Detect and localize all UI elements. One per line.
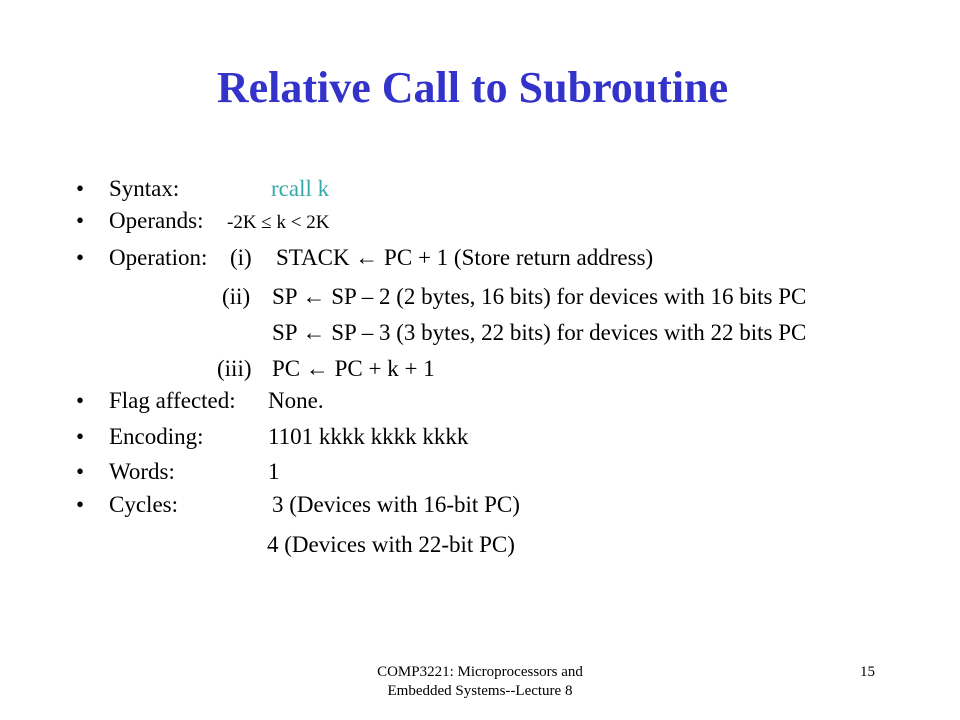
bullet-icon: • [76,176,85,201]
operands-value: -2K ≤ k < 2K [227,212,330,233]
bullet-icon: • [76,459,85,484]
slide-footer [300,663,660,701]
operation-step-iii-text: PC ← PC + k + 1 [272,356,435,381]
operation-step-iii-number: (iii) [217,356,252,381]
footer-course-line: COMP3221: Microprocessors and [377,664,583,680]
cycles-label: Cycles: [109,492,178,517]
syntax-value: rcall k [271,176,330,201]
operation-step-i-text: STACK ← PC + 1 (Store return address) [276,245,654,270]
words-value: 1 [268,459,280,484]
flags-label: Flag affected: [109,388,236,413]
flags-value: None. [268,388,324,413]
bullet-icon: • [76,492,85,517]
encoding-label: Encoding: [109,424,204,449]
cycles-value-22bit: 4 (Devices with 22-bit PC) [267,532,515,557]
bullet-icon: • [76,208,85,233]
encoding-value: 1101 kkkk kkkk kkkk [268,424,469,449]
operation-step-ii-text: SP ← SP – 2 (2 bytes, 16 bits) for devices with 16 bits PC [272,284,807,309]
bullet-icon: • [76,388,85,413]
bullet-icon: • [76,424,85,449]
operation-step-i-number: (i) [230,245,252,270]
footer-lecture-line: Embedded Systems--Lecture 8 [387,683,573,699]
operands-label: Operands: [109,208,204,233]
operation-label: Operation: [109,245,208,270]
operation-step-ii-text-alt: SP ← SP – 3 (3 bytes, 22 bits) for devices with 22 bits PC [272,320,807,345]
operation-step-ii-number: (ii) [222,284,251,309]
syntax-label: Syntax: [109,176,180,201]
words-label: Words: [109,459,175,484]
cycles-value-16bit: 3 (Devices with 16-bit PC) [272,492,520,517]
slide-title: Relative Call to Subroutine [216,63,729,112]
page-number: 15 [860,664,875,680]
bullet-icon: • [76,245,85,270]
